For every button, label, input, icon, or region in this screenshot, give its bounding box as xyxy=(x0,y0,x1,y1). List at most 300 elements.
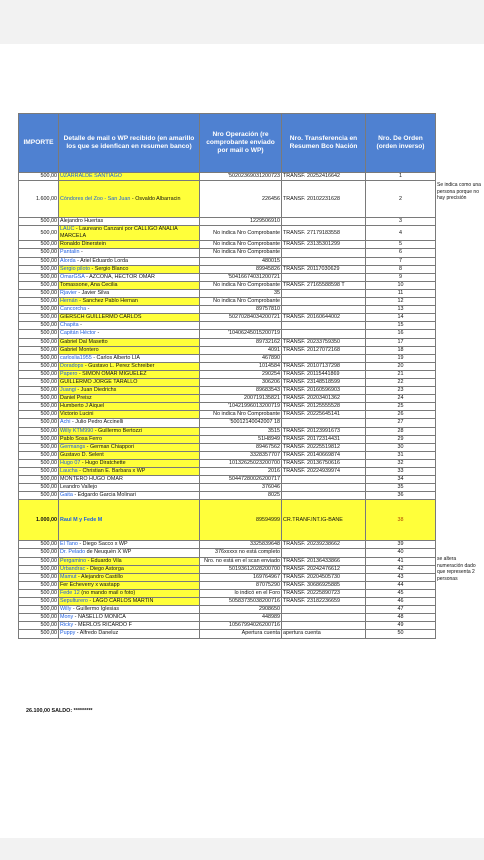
sender-detail: - LAGO CARLOS MARTIN xyxy=(87,598,154,605)
cell-orden xyxy=(366,314,436,322)
sender-alias: Hernán xyxy=(60,298,78,305)
importe-value: 500,00 xyxy=(40,395,57,402)
transferencia-value: TRANSF. 27165588598 T xyxy=(283,281,345,288)
importe-value: 500,00 xyxy=(40,606,57,613)
cell-transferencia xyxy=(282,565,366,573)
sender-detail: - Gustavo L. Perez Schreiber xyxy=(83,362,155,369)
cell-transferencia xyxy=(282,492,366,500)
operacion-value: 448989 xyxy=(262,614,280,621)
table-body xyxy=(19,173,436,639)
note-precision: Se indica como una persona porque no hay precisión xyxy=(437,182,481,202)
operacion-value: 89683543 xyxy=(256,387,280,394)
cell-importe xyxy=(19,614,59,622)
transferencia-value: TRANSF. 20172314431 xyxy=(283,435,340,442)
cell-detalle xyxy=(59,281,200,289)
sender-alias: Fede 12 xyxy=(60,589,80,596)
cell-orden xyxy=(366,589,436,597)
sender-alias: Ricky xyxy=(60,622,74,629)
sender-detail: GIERSCH GUILLERMO CARLOS xyxy=(60,314,142,321)
cell-importe xyxy=(19,314,59,322)
sender-alias: Papero xyxy=(60,370,78,377)
cell-detalle xyxy=(59,289,200,297)
payments-table xyxy=(18,113,436,639)
cell-detalle xyxy=(59,581,200,589)
cell-transferencia xyxy=(282,541,366,549)
cell-importe xyxy=(19,218,59,226)
importe-value: 500,00 xyxy=(40,403,57,410)
sender-detail: Pablo Sosa Ferro xyxy=(60,435,102,442)
cell-transferencia xyxy=(282,330,366,338)
cell-importe xyxy=(19,411,59,419)
orden-value: 21 xyxy=(397,370,404,377)
cell-transferencia xyxy=(282,378,366,386)
importe-value: 500,00 xyxy=(40,330,57,337)
sender-detail: de Neuquén X WP xyxy=(85,549,132,556)
cell-transferencia xyxy=(282,468,366,476)
cell-operacion xyxy=(200,249,282,257)
importe-value: 500,00 xyxy=(40,362,57,369)
sender-detail: - xyxy=(79,249,83,256)
operacion-value: 290254 xyxy=(262,370,280,377)
cell-importe xyxy=(19,476,59,484)
cell-operacion xyxy=(200,435,282,443)
transferencia-value: TRANSF. 20127072168 xyxy=(283,346,340,353)
cell-importe xyxy=(19,557,59,565)
cell-detalle xyxy=(59,395,200,403)
operacion-value: No indica Nro Comprobante xyxy=(213,281,280,288)
transferencia-value: TRANSF. 20136750616 xyxy=(283,459,340,466)
cell-orden xyxy=(366,338,436,346)
cell-operacion xyxy=(200,387,282,395)
cell-detalle xyxy=(59,362,200,370)
cell-operacion xyxy=(200,500,282,541)
cell-operacion xyxy=(200,395,282,403)
operacion-value: 89594999 xyxy=(256,516,280,523)
sender-alias: Doradops xyxy=(60,362,84,369)
orden-value: 48 xyxy=(397,614,404,621)
cell-orden xyxy=(366,500,436,541)
cell-orden xyxy=(366,346,436,354)
saldo-total: 26.100,00 SALDO: ********* xyxy=(26,708,93,714)
cell-importe xyxy=(19,565,59,573)
cell-operacion xyxy=(200,614,282,622)
orden-value: 19 xyxy=(397,354,404,361)
cell-orden xyxy=(366,387,436,395)
importe-value: 500,00 xyxy=(40,338,57,345)
sender-detail: - xyxy=(86,306,90,313)
operacion-value: 50583735038200716 xyxy=(229,598,280,605)
cell-transferencia xyxy=(282,346,366,354)
sender-detail: - Laureano Canzani por CALLIGO ANALIA MARCELA xyxy=(60,226,178,240)
cell-detalle xyxy=(59,265,200,273)
sender-detail: - Juan Diedrichs xyxy=(75,387,117,394)
header-row xyxy=(19,114,436,173)
cell-transferencia xyxy=(282,181,366,218)
cell-transferencia xyxy=(282,484,366,492)
importe-value: 500,00 xyxy=(40,589,57,596)
cell-orden xyxy=(366,273,436,281)
table-row xyxy=(19,614,436,622)
header-operacion: Nro Operación (re comprobante enviado por mail o WP) xyxy=(200,114,282,173)
importe-value: 500,00 xyxy=(40,173,57,179)
table-row xyxy=(19,306,436,314)
operacion-value: 50193612028200700 xyxy=(229,565,280,572)
sender-alias: Urbandrac xyxy=(60,565,86,572)
sender-detail: - AZCONA, HECTOR OMAR xyxy=(84,273,155,280)
operacion-value: 1229506910 xyxy=(250,218,280,225)
cell-importe xyxy=(19,451,59,459)
sender-alias: Rjavier xyxy=(60,289,77,296)
cell-importe xyxy=(19,306,59,314)
cell-operacion xyxy=(200,173,282,181)
orden-value: 41 xyxy=(397,557,404,564)
importe-value: 500,00 xyxy=(40,581,57,588)
orden-value: 22 xyxy=(397,378,404,385)
operacion-value: '50012140042007 18 xyxy=(229,419,280,426)
cell-operacion xyxy=(200,289,282,297)
orden-value: 31 xyxy=(397,451,404,458)
cell-orden xyxy=(366,241,436,249)
operacion-value: 467890 xyxy=(262,354,280,361)
orden-value: 44 xyxy=(397,581,404,588)
importe-value: 500,00 xyxy=(40,306,57,313)
cell-orden xyxy=(366,459,436,467)
cell-detalle xyxy=(59,298,200,306)
cell-operacion xyxy=(200,370,282,378)
operacion-value: 200719135821 xyxy=(244,395,280,402)
sender-detail: - Ariel Eduardo Lorda xyxy=(75,257,129,264)
cell-transferencia xyxy=(282,443,366,451)
orden-value: 42 xyxy=(397,565,404,572)
cell-detalle xyxy=(59,411,200,419)
sender-detail: (no mando mail o foto) xyxy=(79,589,136,596)
cell-operacion xyxy=(200,403,282,411)
sender-alias: Cóndores del Zoo - San Juan xyxy=(60,195,131,202)
cell-detalle xyxy=(59,378,200,386)
orden-value: 25 xyxy=(397,403,404,410)
cell-detalle xyxy=(59,419,200,427)
sender-detail: Tomassone, Ana Cecilia xyxy=(60,281,118,288)
importe-value: 500,00 xyxy=(40,614,57,621)
table-row xyxy=(19,403,436,411)
cell-operacion xyxy=(200,427,282,435)
cell-importe xyxy=(19,549,59,557)
importe-value: 500,00 xyxy=(40,451,57,458)
table-row xyxy=(19,354,436,362)
operacion-value: 1014584 xyxy=(259,362,280,369)
cell-importe xyxy=(19,581,59,589)
cell-operacion xyxy=(200,181,282,218)
table-row xyxy=(19,241,436,249)
cell-transferencia xyxy=(282,218,366,226)
table-row xyxy=(19,181,436,218)
table-row xyxy=(19,443,436,451)
cell-orden xyxy=(366,218,436,226)
sender-alias: Willy xyxy=(60,606,72,613)
cell-orden xyxy=(366,298,436,306)
cell-importe xyxy=(19,257,59,265)
transferencia-value: apertura cuenta xyxy=(283,630,321,637)
table-row xyxy=(19,273,436,281)
orden-value: 18 xyxy=(397,346,404,353)
sender-detail: Gabriel Dal Masetto xyxy=(60,338,108,345)
cell-operacion xyxy=(200,346,282,354)
cell-operacion xyxy=(200,241,282,249)
sender-alias: Hugo 07 xyxy=(60,459,81,466)
operacion-value: 226456 xyxy=(262,195,280,202)
cell-importe xyxy=(19,346,59,354)
cell-orden xyxy=(366,281,436,289)
cell-detalle xyxy=(59,598,200,606)
sender-alias: Germangs xyxy=(60,443,86,450)
table-row xyxy=(19,218,436,226)
orden-value: 39 xyxy=(397,541,404,548)
operacion-value: 306206 xyxy=(262,378,280,385)
sender-alias: LAUC xyxy=(60,226,75,233)
cell-detalle xyxy=(59,387,200,395)
importe-value: 500,00 xyxy=(40,492,57,499)
cell-transferencia xyxy=(282,476,366,484)
table-row xyxy=(19,565,436,573)
sender-detail: Humberto J Aiquel xyxy=(60,403,105,410)
operacion-value: 89467562 xyxy=(256,443,280,450)
transferencia-value: TRANSF. 20224939974 xyxy=(283,468,340,474)
sender-alias: Laucha xyxy=(60,468,78,474)
table-row xyxy=(19,468,436,476)
table-row xyxy=(19,492,436,500)
operacion-value: 89732162 xyxy=(256,338,280,345)
table-row xyxy=(19,476,436,484)
cell-detalle xyxy=(59,606,200,614)
cell-transferencia xyxy=(282,241,366,249)
importe-value: 500,00 xyxy=(40,249,57,256)
table-row xyxy=(19,581,436,589)
importe-value: 500,00 xyxy=(40,378,57,385)
sender-detail: MONTERO HUGO OMAR xyxy=(60,476,123,483)
cell-detalle xyxy=(59,273,200,281)
cell-transferencia xyxy=(282,281,366,289)
operacion-value: 3325839648 xyxy=(250,541,280,548)
cell-importe xyxy=(19,378,59,386)
cell-detalle xyxy=(59,630,200,638)
header-importe: IMPORTE xyxy=(19,114,59,173)
cell-importe xyxy=(19,289,59,297)
orden-value: 49 xyxy=(397,622,404,629)
cell-operacion xyxy=(200,443,282,451)
table-row xyxy=(19,378,436,386)
bottom-band xyxy=(0,838,484,860)
cell-importe xyxy=(19,181,59,218)
cell-operacion xyxy=(200,557,282,565)
sender-alias: Pantalin xyxy=(60,249,80,256)
operacion-value: 376046 xyxy=(262,484,280,491)
cell-detalle xyxy=(59,549,200,557)
cell-transferencia xyxy=(282,173,366,181)
cell-transferencia xyxy=(282,273,366,281)
importe-value: 500,00 xyxy=(40,541,57,548)
table-row xyxy=(19,257,436,265)
cell-orden xyxy=(366,403,436,411)
cell-operacion xyxy=(200,630,282,638)
cell-orden xyxy=(366,565,436,573)
cell-detalle xyxy=(59,330,200,338)
cell-detalle xyxy=(59,354,200,362)
cell-transferencia xyxy=(282,427,366,435)
cell-detalle xyxy=(59,459,200,467)
importe-value: 500,00 xyxy=(40,484,57,491)
table-row xyxy=(19,484,436,492)
orden-value: 8 xyxy=(399,265,402,272)
orden-value: 33 xyxy=(397,468,404,474)
sender-detail: Fer Écheverry x wastapp xyxy=(60,581,120,588)
cell-importe xyxy=(19,354,59,362)
table-row xyxy=(19,362,436,370)
operacion-value: 480015 xyxy=(262,257,280,264)
sender-alias: Pergamino xyxy=(60,557,87,564)
operacion-value: No indica Nro Comprobante xyxy=(213,298,280,305)
orden-value: 50 xyxy=(397,630,404,637)
cell-detalle xyxy=(59,443,200,451)
cell-operacion xyxy=(200,492,282,500)
sender-detail: - Diego Astorga xyxy=(85,565,124,572)
importe-value: 500,00 xyxy=(40,459,57,466)
table-row xyxy=(19,226,436,241)
orden-value: 12 xyxy=(397,298,404,305)
importe-value: 500,00 xyxy=(40,289,57,296)
orden-value: 1 xyxy=(399,173,402,179)
sender-detail: - xyxy=(78,322,82,329)
sender-alias: Sergio piloto xyxy=(60,265,90,272)
orden-value: 10 xyxy=(397,281,404,288)
cell-importe xyxy=(19,322,59,330)
table-row xyxy=(19,459,436,467)
cell-importe xyxy=(19,492,59,500)
cell-transferencia xyxy=(282,362,366,370)
importe-value: 500,00 xyxy=(40,557,57,564)
orden-value: 27 xyxy=(397,419,404,426)
importe-value: 500,00 xyxy=(40,565,57,572)
cell-detalle xyxy=(59,181,200,218)
transferencia-value: TRANSF. 20117030629 xyxy=(283,265,340,272)
orden-value: 38 xyxy=(397,516,404,523)
transferencia-value: TRANSF. 20125555528 xyxy=(283,403,340,410)
cell-orden xyxy=(366,492,436,500)
cell-operacion xyxy=(200,257,282,265)
cell-transferencia xyxy=(282,322,366,330)
cell-transferencia xyxy=(282,589,366,597)
cell-transferencia xyxy=(282,630,366,638)
cell-operacion xyxy=(200,622,282,630)
cell-operacion xyxy=(200,378,282,386)
cell-operacion xyxy=(200,589,282,597)
sender-alias: El Tano xyxy=(60,541,78,548)
cell-orden xyxy=(366,476,436,484)
cell-importe xyxy=(19,500,59,541)
importe-value: 500,00 xyxy=(40,419,57,426)
cell-orden xyxy=(366,581,436,589)
cell-operacion xyxy=(200,606,282,614)
importe-value: 500,00 xyxy=(40,265,57,272)
importe-value: 500,00 xyxy=(40,549,57,556)
sender-alias: UZARRALDE SANTIAGO xyxy=(60,173,123,179)
sender-alias: Gaita xyxy=(60,492,73,499)
cell-importe xyxy=(19,443,59,451)
table-row xyxy=(19,281,436,289)
cell-operacion xyxy=(200,484,282,492)
sender-detail: - NASELLO MONICA xyxy=(73,614,126,621)
cell-orden xyxy=(366,606,436,614)
transferencia-value: TRANSF. 20136433866 xyxy=(283,557,340,564)
cell-orden xyxy=(366,443,436,451)
cell-operacion xyxy=(200,468,282,476)
cell-transferencia xyxy=(282,573,366,581)
cell-transferencia xyxy=(282,459,366,467)
importe-value: 500,00 xyxy=(40,476,57,483)
sender-detail: - Edgardo Garcia Molinari xyxy=(72,492,136,499)
cell-orden xyxy=(366,322,436,330)
sender-detail: - Hugo Diratchette xyxy=(80,459,126,466)
orden-value: 32 xyxy=(397,459,404,466)
cell-transferencia xyxy=(282,549,366,557)
cell-detalle xyxy=(59,622,200,630)
cell-orden xyxy=(366,265,436,273)
cell-transferencia xyxy=(282,614,366,622)
table-row xyxy=(19,541,436,549)
header-orden: Nro. De Orden (orden inverso) xyxy=(366,114,436,173)
importe-value: 500,00 xyxy=(40,411,57,418)
sender-detail: Victorio Lucini xyxy=(60,411,94,418)
operacion-value: '10421996013200719 xyxy=(228,403,280,410)
orden-value: 17 xyxy=(397,338,404,345)
sender-detail: - SIMON OMAR MIGUELEZ xyxy=(77,370,147,377)
operacion-value: '50202369031200723 xyxy=(228,173,280,179)
transferencia-value: TRANSF. 20123991673 xyxy=(283,427,340,434)
transferencia-value: TRANSF. 23182236659 xyxy=(283,598,340,605)
table-row xyxy=(19,435,436,443)
cell-transferencia xyxy=(282,298,366,306)
sender-alias: Puppy xyxy=(60,630,76,637)
cell-transferencia xyxy=(282,581,366,589)
table-row xyxy=(19,395,436,403)
cell-importe xyxy=(19,241,59,249)
cell-importe xyxy=(19,370,59,378)
cell-operacion xyxy=(200,218,282,226)
importe-value: 500,00 xyxy=(40,630,57,637)
importe-value: 500,00 xyxy=(40,298,57,305)
operacion-value: Apertura cuenta xyxy=(241,630,280,637)
cell-orden xyxy=(366,549,436,557)
cell-detalle xyxy=(59,370,200,378)
sender-alias: Raul M y Fede M xyxy=(60,516,103,523)
sender-detail: Leandro Vallejo xyxy=(60,484,98,491)
cell-orden xyxy=(366,451,436,459)
cell-importe xyxy=(19,395,59,403)
cell-importe xyxy=(19,330,59,338)
table-row xyxy=(19,298,436,306)
sender-detail: Gabriel Montero xyxy=(60,346,99,353)
table-row xyxy=(19,451,436,459)
operacion-value: 35 xyxy=(274,289,280,296)
importe-value: 500,00 xyxy=(40,314,57,321)
cell-transferencia xyxy=(282,598,366,606)
cell-operacion xyxy=(200,581,282,589)
table-row xyxy=(19,249,436,257)
sender-alias: Willy KTM990 xyxy=(60,427,94,434)
sender-detail: GUILLERMO JORGE TARALLO xyxy=(60,378,138,385)
cell-transferencia xyxy=(282,226,366,241)
cell-operacion xyxy=(200,598,282,606)
cell-transferencia xyxy=(282,370,366,378)
